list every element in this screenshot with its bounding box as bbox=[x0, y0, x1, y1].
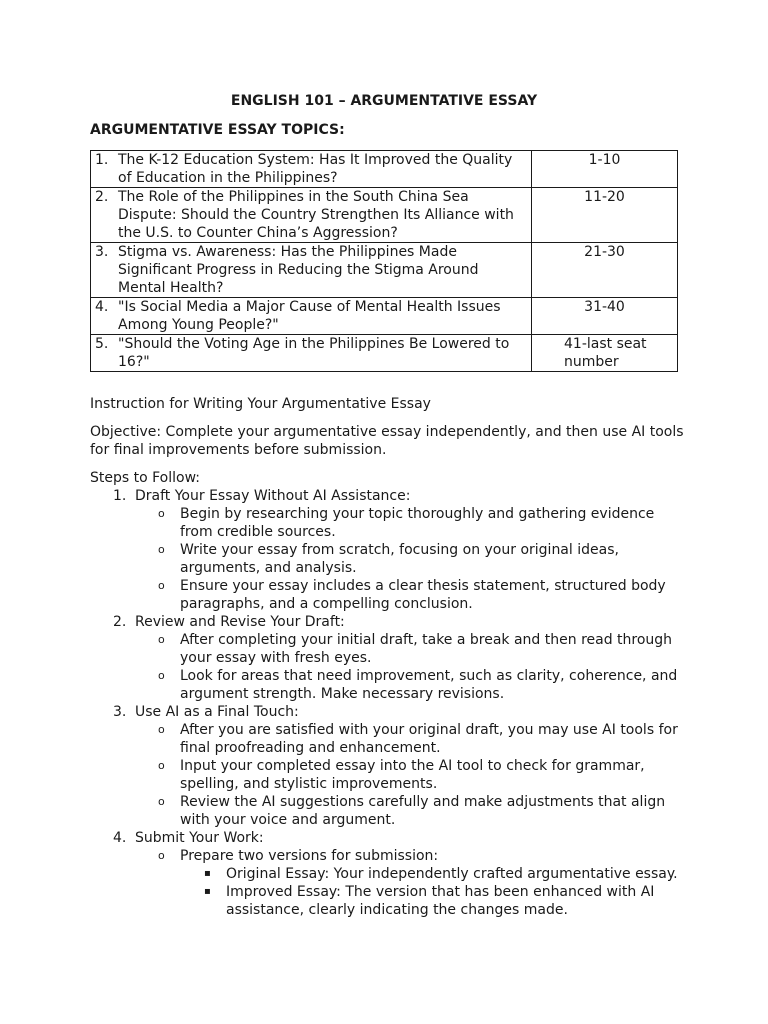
seat-range-cell: 31-40 bbox=[532, 298, 678, 335]
topics-heading: ARGUMENTATIVE ESSAY TOPICS: bbox=[90, 122, 345, 138]
step-label: Review and Revise Your Draft: bbox=[135, 614, 345, 630]
topic-cell bbox=[91, 335, 532, 372]
list-item bbox=[158, 757, 690, 793]
topic-number: 4. bbox=[95, 299, 109, 315]
topic-text: "Is Social Media a Major Cause of Mental Health Issues Among Young People?" bbox=[118, 299, 501, 333]
hollow-bullet-icon: o bbox=[158, 579, 165, 592]
seat-range-cell: 21-30 bbox=[532, 243, 678, 298]
list-item bbox=[113, 703, 690, 721]
step-label: Use AI as a Final Touch: bbox=[135, 704, 299, 720]
list-item bbox=[113, 829, 690, 847]
topic-text: "Should the Voting Age in the Philippines Be Lowered to 16?" bbox=[118, 336, 510, 370]
hollow-bullet-icon: o bbox=[158, 669, 165, 682]
topic-number: 5. bbox=[95, 336, 109, 352]
steps-list bbox=[90, 469, 690, 919]
step-number: 1. bbox=[113, 488, 127, 504]
submission-item: Original Essay: Your independently crafted argumentative essay. bbox=[226, 866, 678, 882]
step-number: 2. bbox=[113, 614, 127, 630]
topic-text: The Role of the Philippines in the South China Sea Dispute: Should the Country Strengthen Its Alliance with the U.S. to Counter China’s Aggression? bbox=[118, 189, 514, 241]
list-item bbox=[158, 721, 690, 757]
topics-table bbox=[90, 150, 678, 372]
square-bullet-icon: ▪ bbox=[204, 886, 211, 897]
list-item bbox=[204, 865, 690, 883]
list-item bbox=[158, 667, 690, 703]
table-row bbox=[91, 151, 678, 188]
step-detail: Input your completed essay into the AI tool to check for grammar, spelling, and stylistic improvements. bbox=[180, 758, 645, 792]
seat-range-cell: 41-last seat number bbox=[532, 335, 678, 372]
list-item bbox=[158, 847, 690, 865]
step-detail: Review the AI suggestions carefully and make adjustments that align with your voice and argument. bbox=[180, 794, 666, 828]
topic-number: 3. bbox=[95, 244, 109, 260]
square-bullet-icon: ▪ bbox=[204, 868, 211, 879]
topic-text: The K-12 Education System: Has It Improved the Quality of Education in the Philippines? bbox=[118, 152, 513, 186]
step-detail: Look for areas that need improvement, such as clarity, coherence, and argument strength. Make necessary revisions. bbox=[180, 668, 678, 702]
list-item bbox=[158, 541, 690, 577]
instruction-title: Instruction for Writing Your Argumentative Essay bbox=[90, 396, 431, 412]
list-item bbox=[204, 883, 690, 919]
hollow-bullet-icon: o bbox=[158, 795, 165, 808]
topic-number: 2. bbox=[95, 189, 109, 205]
topic-cell bbox=[91, 151, 532, 188]
hollow-bullet-icon: o bbox=[158, 759, 165, 772]
hollow-bullet-icon: o bbox=[158, 723, 165, 736]
hollow-bullet-icon: o bbox=[158, 633, 165, 646]
table-row bbox=[91, 188, 678, 243]
step-detail: After completing your initial draft, take a break and then read through your essay with fresh eyes. bbox=[180, 632, 673, 666]
step-label: Draft Your Essay Without AI Assistance: bbox=[135, 488, 411, 504]
step-number: 3. bbox=[113, 704, 127, 720]
table-row bbox=[91, 243, 678, 298]
list-item bbox=[158, 631, 690, 667]
list-item bbox=[158, 577, 690, 613]
topic-cell bbox=[91, 298, 532, 335]
list-item bbox=[113, 487, 690, 505]
step-detail: Prepare two versions for submission: bbox=[180, 848, 439, 864]
seat-range-cell: 1-10 bbox=[532, 151, 678, 188]
topic-cell bbox=[91, 243, 532, 298]
step-detail: Write your essay from scratch, focusing on your original ideas, arguments, and analysis. bbox=[180, 542, 619, 576]
step-detail: After you are satisfied with your original draft, you may use AI tools for final proofreading and enhancement. bbox=[180, 722, 678, 756]
topic-text: Stigma vs. Awareness: Has the Philippines Made Significant Progress in Reducing the Stigma Around Mental Health? bbox=[118, 244, 479, 296]
step-number: 4. bbox=[113, 830, 127, 846]
step-label: Submit Your Work: bbox=[135, 830, 264, 846]
table-row bbox=[91, 298, 678, 335]
hollow-bullet-icon: o bbox=[158, 849, 165, 862]
topic-number: 1. bbox=[95, 152, 109, 168]
document-title: ENGLISH 101 – ARGUMENTATIVE ESSAY bbox=[230, 93, 538, 109]
list-item bbox=[113, 613, 690, 631]
hollow-bullet-icon: o bbox=[158, 507, 165, 520]
submission-item: Improved Essay: The version that has been enhanced with AI assistance, clearly indicating the changes made. bbox=[226, 884, 655, 918]
step-detail: Begin by researching your topic thoroughly and gathering evidence from credible sources. bbox=[180, 506, 655, 540]
hollow-bullet-icon: o bbox=[158, 543, 165, 556]
list-item bbox=[158, 793, 690, 829]
objective-paragraph: Objective: Complete your argumentative essay independently, and then use AI tools for final improvements before submission. bbox=[90, 424, 684, 458]
topic-cell bbox=[91, 188, 532, 243]
step-detail: Ensure your essay includes a clear thesis statement, structured body paragraphs, and a compelling conclusion. bbox=[180, 578, 666, 612]
list-item bbox=[158, 505, 690, 541]
table-row bbox=[91, 335, 678, 372]
steps-intro: Steps to Follow: bbox=[90, 470, 200, 486]
seat-range-cell: 11-20 bbox=[532, 188, 678, 243]
